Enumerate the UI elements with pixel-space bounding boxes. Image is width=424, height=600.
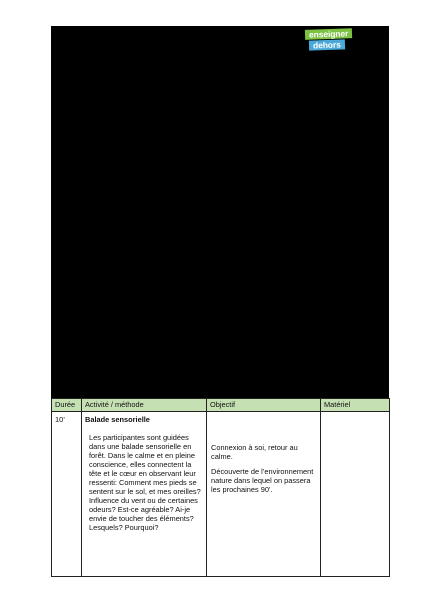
cell-duree: 10’ (52, 412, 82, 577)
header-activite: Activité / méthode (82, 399, 207, 412)
objective-1: Connexion à soi, retour au calme. (211, 443, 298, 461)
logo-line-1: enseigner (305, 28, 353, 40)
enseigner-dehors-logo (303, 28, 375, 56)
photo-area (51, 26, 389, 398)
header-materiel: Matériel (321, 399, 390, 412)
objective-2: Découverte de l’environnement nature dans lequel on passera les prochaines 90’. (211, 467, 314, 494)
cell-objectif (207, 412, 321, 577)
table-row (52, 412, 390, 577)
activity-title: Balade sensorielle (85, 415, 150, 424)
cell-materiel (321, 412, 390, 577)
logo-line-2: dehors (309, 39, 345, 50)
activity-table (51, 398, 390, 577)
cell-activite (82, 412, 207, 577)
table-header-row (52, 399, 390, 412)
activity-description: Les participantes sont guidées dans une balade sensorielle en forêt. Dans le calme et en pleine conscience, elles connectent la tête et le cœur en observant leur ressenti: Comment mes pieds se sentent sur le sol, et mes oreilles? Influence du vent ou de certaines odeurs? Est-ce agréable? Ai-je envie de toucher des éléments? Lesquels? Pourquoi? (89, 433, 201, 532)
header-duree: Durée (52, 399, 82, 412)
header-objectif: Objectif (207, 399, 321, 412)
